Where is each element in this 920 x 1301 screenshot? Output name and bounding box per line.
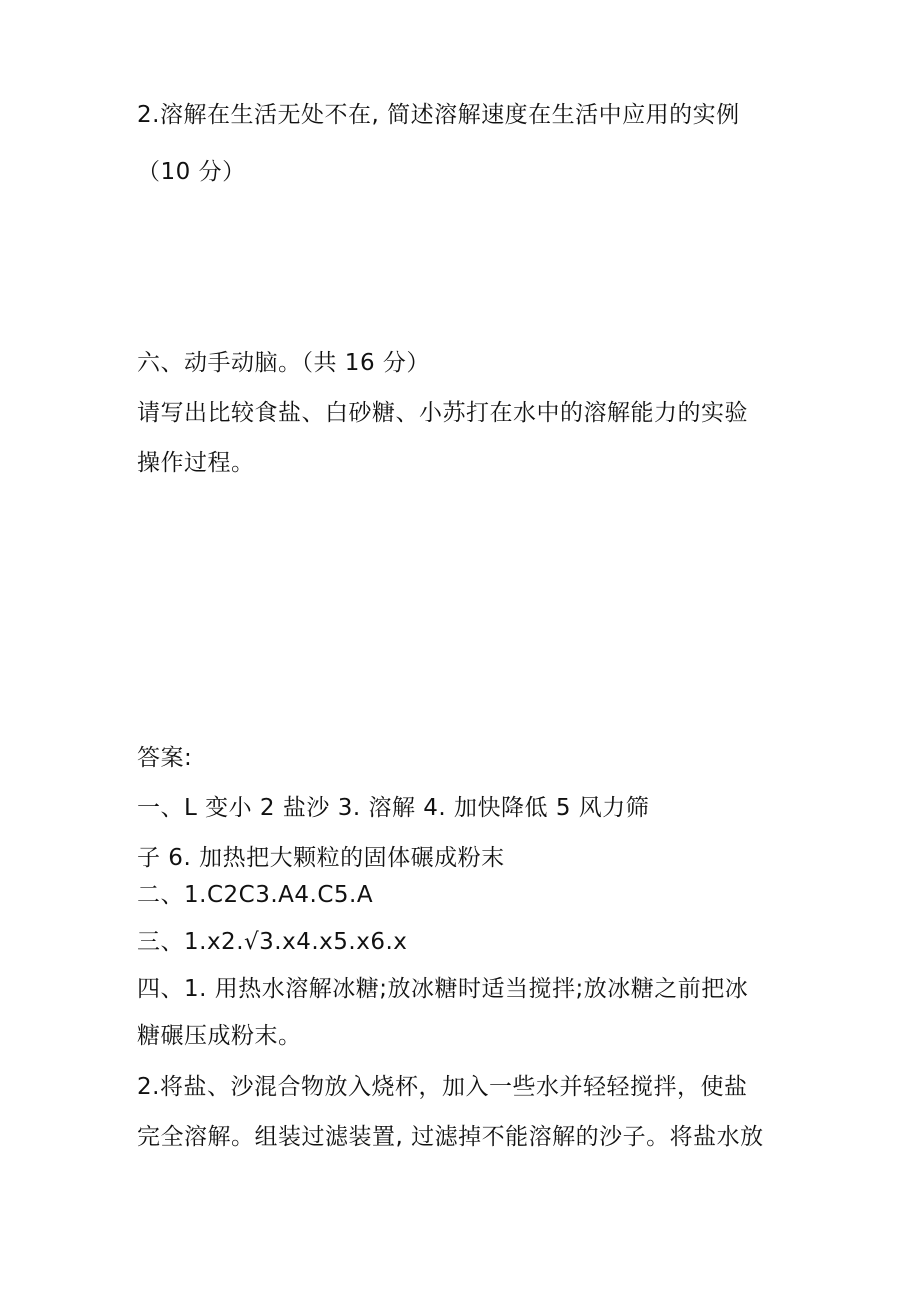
answer-part-2: 二、1.C2C3.A4.C5.A xyxy=(137,882,374,908)
section-6-heading: 六、动手动脑。（共 16 分） xyxy=(137,350,430,376)
section-6-prompt-line-2: 操作过程。 xyxy=(137,450,255,476)
answer-part-3: 三、1.x2.√3.x4.x5.x6.x xyxy=(137,929,408,955)
answer-part-4-2-line-2: 完全溶解。组装过滤装置, 过滤掉不能溶解的沙子。将盐水放 xyxy=(137,1124,764,1150)
answer-part-4-line-1: 四、1. 用热水溶解冰糖;放冰糖时适当搅拌;放冰糖之前把冰 xyxy=(137,976,749,1002)
section-6-prompt-line-1: 请写出比较食盐、白砂糖、小苏打在水中的溶解能力的实验 xyxy=(137,400,748,426)
answer-part-1-line-2: 子 6. 加热把大颗粒的固体碾成粉末 xyxy=(137,845,505,871)
answer-part-4-line-2: 糖碾压成粉末。 xyxy=(137,1023,302,1049)
question-2-line-1: 2.溶解在生活无处不在, 简述溶解速度在生活中应用的实例 xyxy=(137,102,740,128)
answer-part-4-2-line-1: 2.将盐、沙混合物放入烧杯，加入一些水并轻轻搅拌，使盐 xyxy=(137,1074,748,1100)
answer-part-1-line-1: 一、L 变小 2 盐沙 3. 溶解 4. 加快降低 5 风力筛 xyxy=(137,795,650,821)
question-2-line-2: （10 分） xyxy=(137,159,246,185)
answers-label: 答案: xyxy=(137,745,193,771)
